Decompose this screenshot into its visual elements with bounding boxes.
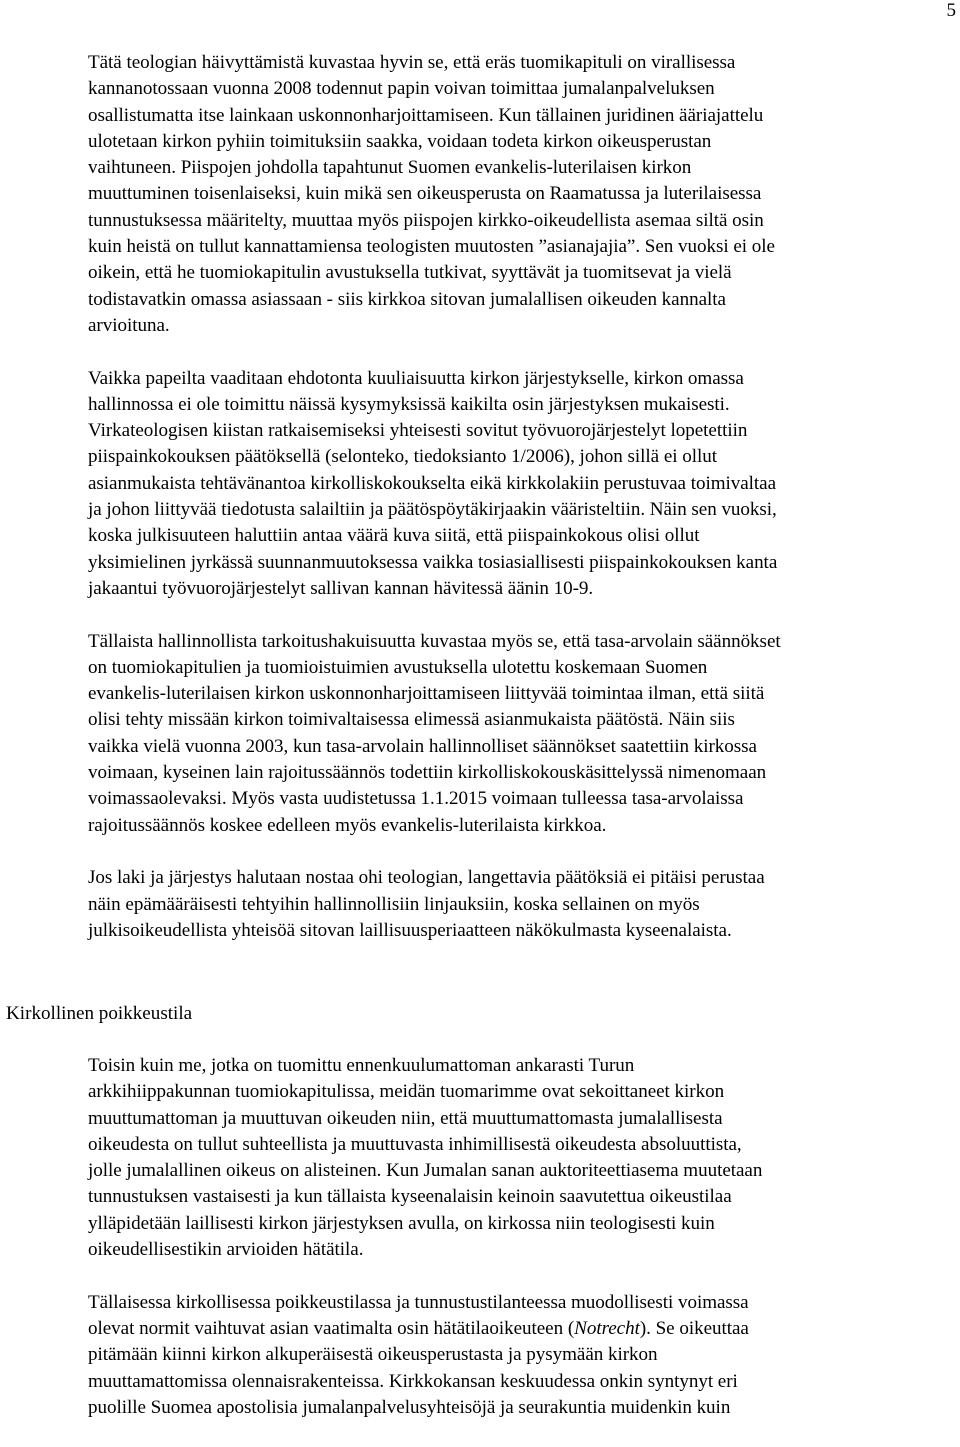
section-paragraph-1	[88, 1053, 956, 1263]
text-line: tunnustuksessa määritelty, muuttaa myös piispojen kirkko-oikeudellista asemaa siltä osin	[88, 209, 764, 231]
text-line: pitämään kiinni kirkon alkuperäisestä oikeusperustasta ja pysymään kirkon	[88, 1344, 658, 1366]
text-line: asianmukaista tehtävänantoa kirkolliskokoukselta eikä kirkkolakiin perustuvaa toimivaltaa	[88, 472, 777, 494]
text-line: vaikka vielä vuonna 2003, kun tasa-arvolain hallinnolliset säännökset saatettiin kirkossa	[88, 735, 757, 757]
text-line: Tätä teologian häivyttämistä kuvastaa hyvin se, että eräs tuomikapituli on virallisessa	[88, 52, 736, 73]
text-line: on tuomiokapitulien ja tuomioistuimien avustuksella ulotettu koskemaan Suomen	[88, 656, 708, 678]
paragraph-1	[88, 50, 956, 339]
text-line: kuin heistä on tullut kannattamiensa teologisten muutosten ”asianajajia”. Sen vuoksi ei ole	[88, 236, 775, 258]
text-line: muuttuminen toisenlaiseksi, kuin mikä sen oikeusperusta on Raamatussa ja luterilaisessa	[88, 183, 762, 205]
text-segment: olevat normit vaihtuvat asian vaatimalta osin hätätilaoikeuteen (	[88, 1317, 575, 1339]
paragraph-4	[88, 865, 956, 944]
text-segment: ). Se oikeuttaa	[639, 1317, 749, 1339]
text-line: Jos laki ja järjestys halutaan nostaa ohi teologian, langettavia päätöksiä ei pitäisi perustaa	[88, 867, 765, 889]
text-line: näin epämääräisesti tehtyihin hallinnollisiin linjauksiin, koska sellainen on myös	[88, 893, 700, 915]
text-line: yksimielinen jyrkässä suunnanmuutoksessa vaikka tosiasiallisesti piispainkokouksen kanta	[88, 551, 778, 573]
text-line: todistavatkin omassa asiassaan - siis kirkkoa sitovan jumalallisen oikeuden kannalta	[88, 288, 726, 310]
text-line: jakaantui työvuorojärjestelyt sallivan kannan hävitessä äänin 10-9.	[88, 577, 594, 599]
text-line: koska julkisuuteen haluttiin antaa väärä kuva siitä, että piispainkokous olisi ollut	[88, 525, 700, 547]
text-line: ulotetaan kirkon pyhiin toimituksiin saakka, voidaan todeta kirkon oikeusperustan	[88, 130, 712, 152]
text-line: muuttumattoman ja muuttuvan oikeuden niin, että muuttumattomasta jumalallisesta	[88, 1107, 723, 1129]
text-line	[88, 1316, 956, 1342]
text-line: rajoitussäännös koskee edelleen myös evankelis-luterilaista kirkkoa.	[88, 814, 607, 836]
text-line: oikein, että he tuomiokapitulin avustuksella tutkivat, syyttävät ja tuomitsevat ja vielä	[88, 262, 732, 284]
text-line: julkisoikeudellista yhteisöä sitovan laillisuusperiaatteen näkökulmasta kyseenalaista.	[88, 919, 732, 941]
italic-term: Notrecht	[574, 1317, 640, 1339]
text-line: muuttamattomissa olennaisrakenteissa. Kirkkokansan keskuudessa onkin syntynyt eri	[88, 1370, 738, 1392]
text-line: puolille Suomea apostolisia jumalanpalvelusyhteisöjä ja seurakuntia muidenkin kuin	[88, 1396, 731, 1418]
text-line: Tällaista hallinnollista tarkoitushakuisuutta kuvastaa myös se, että tasa-arvolain säännökset	[88, 630, 781, 652]
text-line: evankelis-luterilaisen kirkon uskonnonharjoittamiseen liittyvää toimintaa ilman, että siitä	[88, 683, 765, 705]
text-line: arkkihiippakunnan tuomiokapitulissa, meidän tuomarimme ovat sekoittaneet kirkon	[88, 1081, 725, 1103]
section-body	[88, 1053, 956, 1447]
text-line: Virkateologisen kiistan ratkaisemiseksi yhteisesti sovitut työvuorojärjestelyt lopetettiin	[88, 420, 748, 442]
text-line: vaihtuneen. Piispojen johdolla tapahtunut Suomen evankelis-luterilaisen kirkon	[88, 157, 692, 179]
document-body	[88, 50, 956, 970]
text-line: olisi tehty missään kirkon toimivaltaisessa elimessä asianmukaista päätöstä. Näin siis	[88, 709, 735, 731]
text-line: piispainkokouksen päätöksellä (selonteko, tiedoksianto 1/2006), johon sillä ei ollut	[88, 446, 717, 468]
text-line: osallistumatta itse lainkaan uskonnonharjoittamiseen. Kun tällainen juridinen ääriajattelu	[88, 104, 764, 126]
page-number: 5	[946, 0, 956, 21]
text-line: Toisin kuin me, jotka on tuomittu ennenkuulumattoman ankarasti Turun	[88, 1055, 635, 1076]
text-line: hallinnossa ei ole toimittu näissä kysymyksissä kaikilta osin järjestyksen mukaisesti.	[88, 393, 730, 415]
text-line: ja johon liittyvää tiedotusta salailtiin ja päätöspöytäkirjaakin vääristeltiin. Näin sen vuoksi,	[88, 499, 777, 521]
text-line: oikeudesta on tullut suhteellista ja muuttuvasta inhimillisestä oikeudesta absoluuttista,	[88, 1133, 742, 1155]
text-line: jolle jumalallinen oikeus on alisteinen. Kun Jumalan sanan auktoriteettiasema muutetaan	[88, 1160, 763, 1182]
text-line: oikeudellisestikin arvioiden hätätila.	[88, 1239, 364, 1261]
section-paragraph-2	[88, 1290, 956, 1421]
paragraph-3	[88, 629, 956, 839]
text-line: ylläpidetään laillisesti kirkon järjestyksen avulla, on kirkossa niin teologisesti kuin	[88, 1212, 715, 1234]
text-line: arvioituna.	[88, 314, 170, 336]
text-line: voimassaolevaksi. Myös vasta uudistetussa 1.1.2015 voimaan tulleessa tasa-arvolaissa	[88, 788, 744, 810]
text-line: kannanotossaan vuonna 2008 todennut papin voivan toimittaa jumalanpalveluksen	[88, 78, 715, 100]
paragraph-2	[88, 366, 956, 603]
text-line: tunnustuksen vastaisesti ja kun tällaista kyseenalaisin keinoin saavutettua oikeustilaa	[88, 1186, 732, 1208]
text-line: Tällaisessa kirkollisessa poikkeustilassa ja tunnustustilanteessa muodollisesti voimassa	[88, 1291, 749, 1313]
section-heading: Kirkollinen poikkeustila	[6, 1003, 193, 1024]
text-line: voimaan, kyseinen lain rajoitussäännös todettiin kirkolliskokouskäsittelyssä nimenomaan	[88, 762, 767, 784]
text-line: Vaikka papeilta vaaditaan ehdotonta kuuliaisuutta kirkon järjestykselle, kirkon omassa	[88, 367, 744, 389]
